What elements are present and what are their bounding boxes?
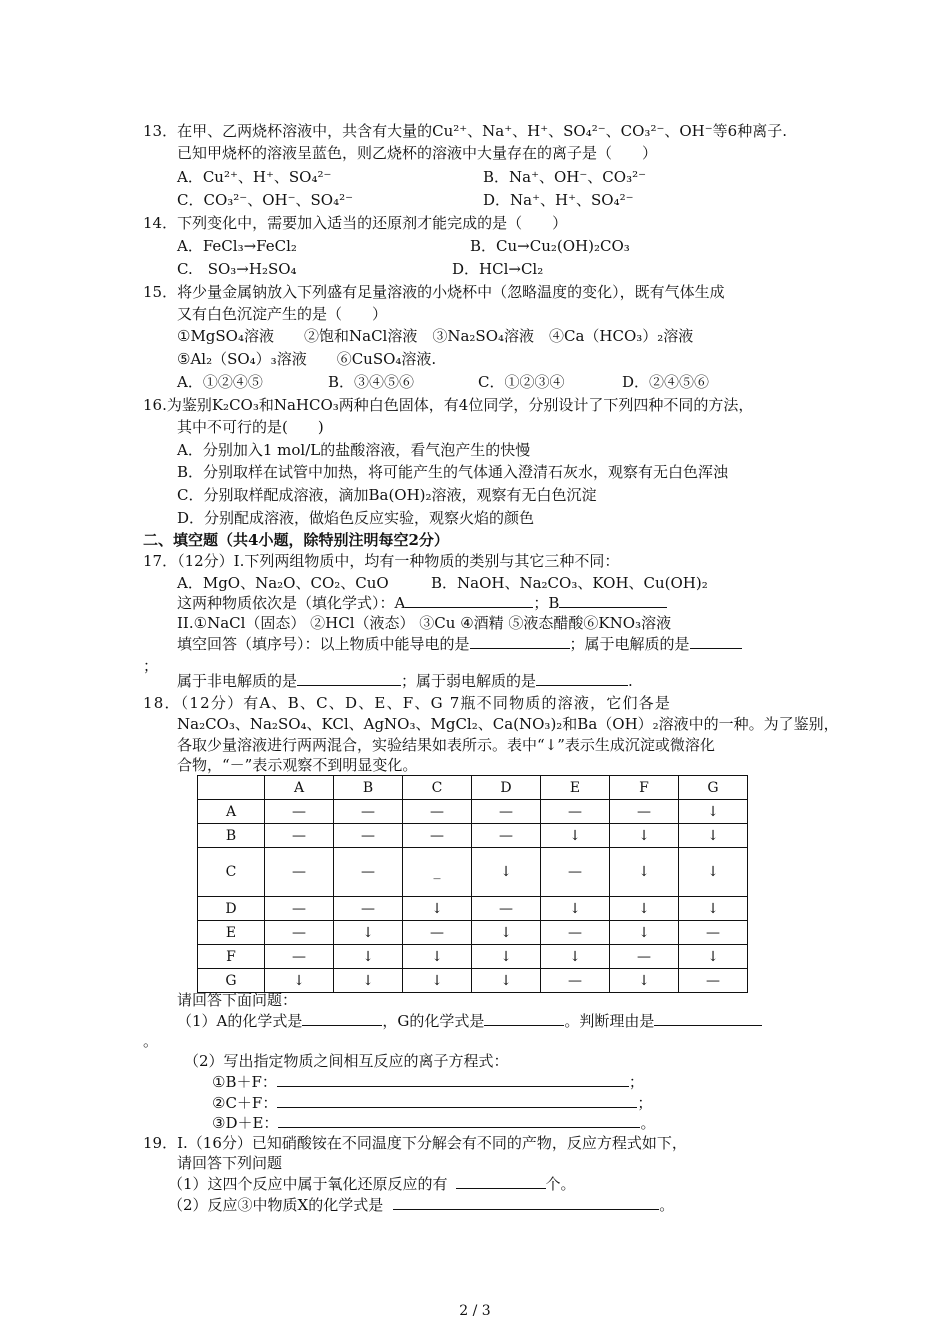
q19-sub1-label: （1）这四个反应中属于氧化还原反应的有 <box>168 1175 448 1193</box>
table-row <box>198 969 748 993</box>
q18-stem-line3: 各取少量溶液进行两两混合，实验结果如表所示。表中“↓”表示生成沉淀或微溶化 <box>177 736 715 754</box>
q17-part2: II.①NaCl（固态） ②HCl（液态） ③Cu ④酒精 ⑤液态醋酸⑥KNO₃溶液 <box>177 614 672 632</box>
q15-option-b: B．③④⑤⑥ <box>328 373 415 391</box>
q19-sub1 <box>168 1174 576 1194</box>
q14-option-c: C. SO₃→H₂SO₄ <box>177 260 297 278</box>
table-row <box>198 848 748 897</box>
q17-group-b: B．NaOH、Na₂CO₃、KOH、Cu(OH)₂ <box>431 574 708 592</box>
q17-ask-prefix: 这两种物质依次是（填化学式）：A <box>177 594 406 612</box>
table-cell: — <box>265 824 334 848</box>
q18-sub1-b: ，G的化学式是 <box>382 1012 485 1030</box>
q15-items-line2: ⑤Al₂（SO₄）₃溶液 ⑥CuSO₄溶液. <box>177 350 437 368</box>
q17-blank-conductor[interactable] <box>470 634 570 649</box>
table-row-label: F <box>198 945 265 969</box>
table-header-row <box>198 776 748 800</box>
q17-stem: 17．（12分）I.下列两组物质中，均有一种物质的类别与其它三种不同： <box>143 552 620 570</box>
table-header-cell: C <box>403 776 472 800</box>
q18-eq1-label: ①B＋F： <box>212 1073 277 1091</box>
section-title: 二、填空题（共4小题，除特别注明每空2分） <box>143 531 449 549</box>
q17-blank-electrolyte[interactable] <box>690 634 742 649</box>
q18-stem-line4: 合物，“－”表示观察不到明显变化。 <box>177 756 418 774</box>
q17-semicolon: ； <box>143 657 159 675</box>
q17-fill1-label: 填空回答（填序号）：以上物质中能导电的是 <box>177 635 470 653</box>
table-cell: — <box>265 897 334 921</box>
q18-eq2-label: ②C＋F： <box>212 1094 278 1112</box>
q16-option-d: D．分别配成溶液，做焰色反应实验，观察火焰的颜色 <box>177 509 535 527</box>
table-cell: — <box>472 824 541 848</box>
q18-ask: 请回答下面问题： <box>177 991 298 1009</box>
table-cell: ↓ <box>472 921 541 945</box>
table-cell: — <box>265 921 334 945</box>
q14-option-b: B．Cu→Cu₂(OH)₂CO₃ <box>470 237 630 255</box>
table-cell: ↓ <box>541 824 610 848</box>
table-cell: — <box>541 969 610 993</box>
q17-ask <box>177 593 667 613</box>
q15-items-line1: ①MgSO₄溶液 ②饱和NaCl溶液 ③Na₂SO₄溶液 ④Ca（HCO₃）₂溶液 <box>177 327 694 345</box>
reaction-table <box>197 775 748 993</box>
table-row-label: G <box>198 969 265 993</box>
table-cell: ↓ <box>610 921 679 945</box>
q16-option-c: C．分别取样配成溶液，滴加Ba(OH)₂溶液，观察有无白色沉淀 <box>177 486 597 504</box>
table-cell: — <box>265 848 334 897</box>
q18-sub1 <box>177 1011 762 1031</box>
table-cell: ↓ <box>334 969 403 993</box>
table-cell: ↓ <box>679 848 748 897</box>
q14-stem: 14．下列变化中，需要加入适当的还原剂才能完成的是（ ） <box>143 214 568 232</box>
q15-option-a: A．①②④⑤ <box>177 373 263 391</box>
table-cell: — <box>334 824 403 848</box>
q17-blank-weak-electrolyte[interactable] <box>536 671 628 686</box>
table-cell: ↓ <box>610 897 679 921</box>
table-cell: ↓ <box>472 848 541 897</box>
q13-option-d: D．Na⁺、H⁺、SO₄²⁻ <box>483 191 634 209</box>
q19-sub2 <box>168 1195 674 1215</box>
q17-fill2 <box>177 671 633 691</box>
table-cell: — <box>334 897 403 921</box>
table-header-cell: F <box>610 776 679 800</box>
table-cell: — <box>472 800 541 824</box>
q19-sub1-unit: 个。 <box>545 1175 576 1193</box>
table-cell: ↓ <box>679 897 748 921</box>
q18-blank-reason[interactable] <box>654 1011 762 1026</box>
table-cell: — <box>265 800 334 824</box>
q17-fill1b-label: ；属于电解质的是 <box>569 635 690 653</box>
q17-group-a: A．MgO、Na₂O、CO₂、CuO <box>177 574 389 592</box>
q16-option-a: A．分别加入1 mol/L的盐酸溶液，看气泡产生的快慢 <box>177 441 531 459</box>
table-cell: — <box>679 921 748 945</box>
q17-fill1 <box>177 634 742 654</box>
q13-option-b: B．Na⁺、OH⁻、CO₃²⁻ <box>483 168 647 186</box>
table-row <box>198 800 748 824</box>
q19-sub2-end: 。 <box>659 1196 675 1214</box>
q17-fill2b-label: ；属于弱电解质的是 <box>401 672 537 690</box>
q17-fill2-label: 属于非电解质的是 <box>177 672 298 690</box>
q17-blank-nonelectrolyte[interactable] <box>297 671 401 686</box>
q18-sub2: （2）写出指定物质之间相互反应的离子方程式： <box>184 1052 509 1070</box>
q18-sub1-c: 。判断理由是 <box>564 1012 655 1030</box>
q13-stem-line2: 已知甲烧杯的溶液呈蓝色，则乙烧杯的溶液中大量存在的离子是（ ） <box>177 144 658 162</box>
table-row-label: D <box>198 897 265 921</box>
q18-eq1 <box>212 1072 644 1092</box>
table-cell: ↓ <box>610 969 679 993</box>
q18-blank-eq2[interactable] <box>277 1093 637 1108</box>
table-row <box>198 824 748 848</box>
q18-stem-line2: Na₂CO₃、Na₂SO₄、KCl、AgNO₃、MgCl₂、Ca(NO₃)₂和Ba（OH）₂溶液中的一种。为了鉴别， <box>177 715 839 733</box>
table-cell: ↓ <box>334 945 403 969</box>
table-row-label: B <box>198 824 265 848</box>
q14-option-a: A．FeCl₃→FeCl₂ <box>177 237 297 255</box>
table-cell: — <box>334 848 403 897</box>
table-cell: — <box>265 945 334 969</box>
table-cell: — <box>403 921 472 945</box>
table-cell: _ <box>403 848 472 897</box>
table-row <box>198 897 748 921</box>
q19-sub2-label: （2）反应③中物质X的化学式是 <box>168 1196 384 1214</box>
q17-period: . <box>628 672 633 690</box>
q13-stem-line1: 13．在甲、乙两烧杯溶液中，共含有大量的Cu²⁺、Na⁺、H⁺、SO₄²⁻、CO₃²⁻、OH⁻等6种离子. <box>143 122 787 140</box>
q16-option-b: B．分别取样在试管中加热，将可能产生的气体通入澄清石灰水，观察有无白色浑浊 <box>177 463 729 481</box>
table-cell: — <box>541 848 610 897</box>
table-cell: ↓ <box>541 945 610 969</box>
page-number: 2 / 3 <box>459 1303 491 1319</box>
q17-blank-b[interactable] <box>559 593 667 608</box>
table-row-label: A <box>198 800 265 824</box>
table-row <box>198 945 748 969</box>
q17-blank-a[interactable] <box>405 593 533 608</box>
table-header-cell: D <box>472 776 541 800</box>
table-cell: ↓ <box>403 969 472 993</box>
q18-eq2 <box>212 1093 652 1113</box>
table-row-label: C <box>198 848 265 897</box>
q18-blank-eq1[interactable] <box>277 1072 629 1087</box>
table-header-cell: E <box>541 776 610 800</box>
table-header-cell: G <box>679 776 748 800</box>
table-cell: — <box>610 945 679 969</box>
q16-stem-line1: 16.为鉴别K₂CO₃和NaHCO₃两种白色固体，有4位同学，分别设计了下列四种不同的方法， <box>143 396 754 414</box>
q18-blank-g-formula[interactable] <box>484 1011 564 1026</box>
q18-eq1-semicolon: ； <box>628 1073 644 1091</box>
q17-ask-mid: ；B <box>533 594 560 612</box>
table-cell: ↓ <box>265 969 334 993</box>
q18-sub1-a: （1）A的化学式是 <box>177 1012 303 1030</box>
table-cell: — <box>403 800 472 824</box>
table-cell: — <box>679 969 748 993</box>
q18-eq3 <box>212 1113 655 1133</box>
q19-stem-line2: 请回答下列问题 <box>177 1154 283 1172</box>
table-cell: ↓ <box>472 969 541 993</box>
q15-stem-line1: 15．将少量金属钠放入下列盛有足量溶液的小烧杯中（忽略温度的变化），既有气体生成 <box>143 283 725 301</box>
table-cell: ↓ <box>541 897 610 921</box>
q18-blank-a-formula[interactable] <box>302 1011 382 1026</box>
q19-blank-x-formula[interactable] <box>393 1195 659 1210</box>
q14-option-d: D．HCl→Cl₂ <box>452 260 544 278</box>
table-cell: ↓ <box>403 945 472 969</box>
table-cell: ↓ <box>610 824 679 848</box>
q13-option-a: A．Cu²⁺、H⁺、SO₄²⁻ <box>177 168 332 186</box>
q18-sub1-end: 。 <box>143 1032 159 1050</box>
q18-stem-line1: 18．（12分）有A、B、C、D、E、F、G 7瓶不同物质的溶液，它们各是 <box>143 694 672 712</box>
table-row-label: E <box>198 921 265 945</box>
table-cell: ↓ <box>334 921 403 945</box>
table-cell: ↓ <box>403 897 472 921</box>
q18-blank-eq3[interactable] <box>278 1113 640 1128</box>
table-header-cell: B <box>334 776 403 800</box>
q15-option-c: C．①②③④ <box>478 373 565 391</box>
table-header-cell: A <box>265 776 334 800</box>
q18-eq3-end: 。 <box>640 1114 656 1132</box>
table-cell: ↓ <box>679 800 748 824</box>
table-cell: ↓ <box>472 945 541 969</box>
q18-eq2-semicolon: ； <box>637 1094 653 1112</box>
q13-option-c: C．CO₃²⁻、OH⁻、SO₄²⁻ <box>177 191 354 209</box>
table-cell: ↓ <box>679 824 748 848</box>
table-cell: — <box>610 800 679 824</box>
table-cell: — <box>403 824 472 848</box>
table-cell: ↓ <box>610 848 679 897</box>
table-cell: — <box>334 800 403 824</box>
q15-option-d: D．②④⑤⑥ <box>622 373 710 391</box>
q19-stem-line1: 19．I.（16分）已知硝酸铵在不同温度下分解会有不同的产物，反应方程式如下， <box>143 1134 687 1152</box>
table-cell: — <box>541 800 610 824</box>
table-cell: ↓ <box>679 945 748 969</box>
table-cell: — <box>472 897 541 921</box>
q15-stem-line2: 又有白色沉淀产生的是（ ） <box>177 305 388 323</box>
table-cell: — <box>541 921 610 945</box>
q18-eq3-label: ③D＋E： <box>212 1114 279 1132</box>
table-header-cell <box>198 776 265 800</box>
table-row <box>198 921 748 945</box>
q19-blank-count[interactable] <box>456 1174 546 1189</box>
q16-stem-line2: 其中不可行的是( ) <box>177 418 324 436</box>
